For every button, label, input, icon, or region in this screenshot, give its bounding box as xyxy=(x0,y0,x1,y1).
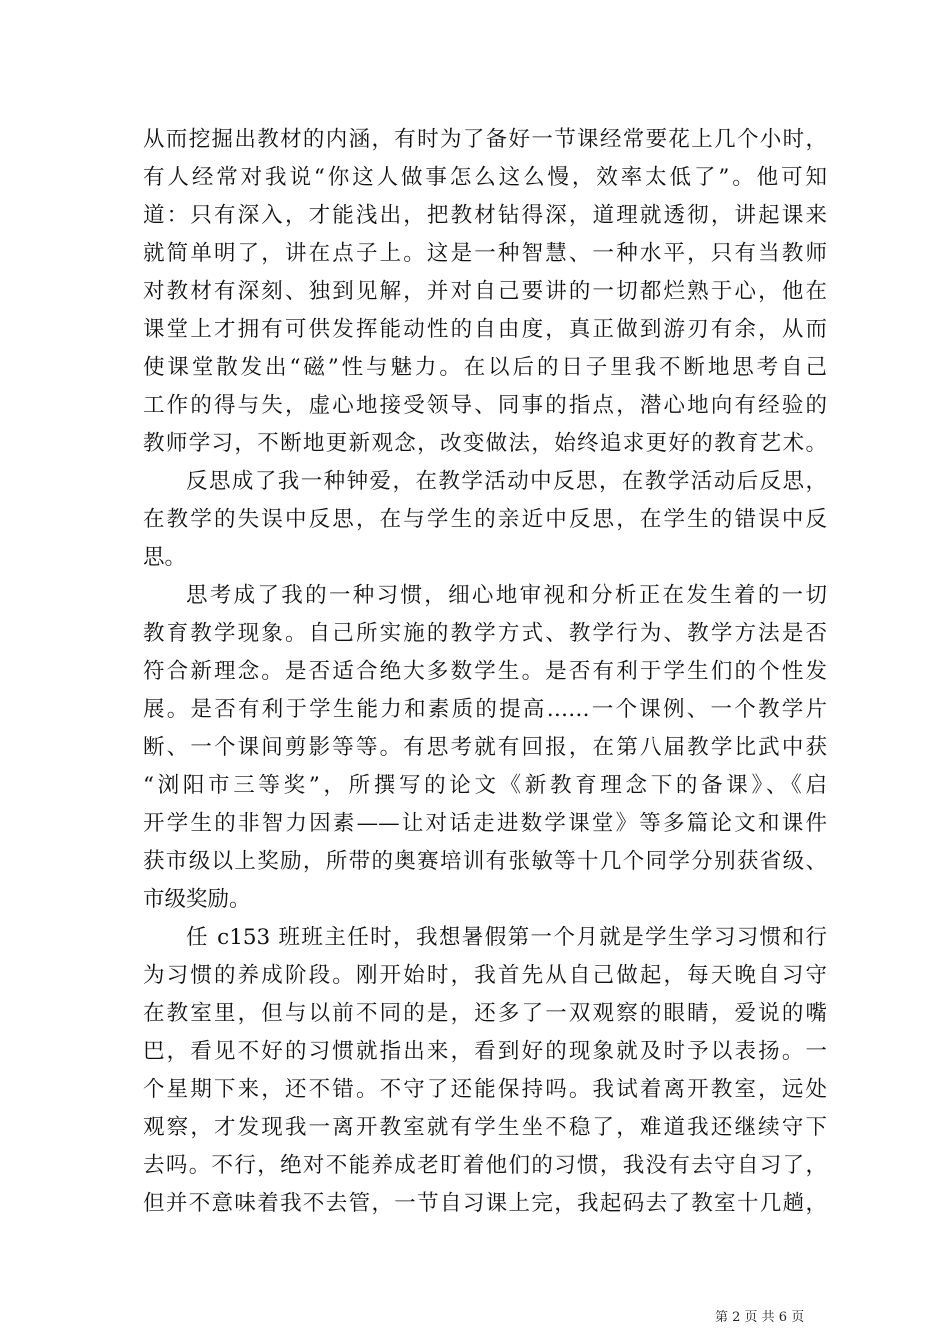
text-line: 在教室里，但与以前不同的是，还多了一双观察的眼睛，爱说的嘴 xyxy=(143,1001,827,1026)
text-line: 教师学习，不断地更新观念，改变做法，始终追求更好的教育艺术。 xyxy=(143,431,827,456)
text-line: 从而挖掘出教材的内涵，有时为了备好一节课经常要花上几个小时， xyxy=(143,127,827,152)
text-line: 教育教学现象。自己所实施的教学方式、教学行为、教学方法是否 xyxy=(143,621,827,646)
page-number-label: 第 2 页 共 6 页 xyxy=(715,1310,805,1325)
text-line: 断、一个课间剪影等等。有思考就有回报，在第八届教学比武中获 xyxy=(143,735,827,760)
text-line: 符合新理念。是否适合绝大多数学生。是否有利于学生们的个性发 xyxy=(143,659,827,684)
text-line: 去吗。不行，绝对不能养成老盯着他们的习惯，我没有去守自习了， xyxy=(143,1153,827,1178)
paragraph xyxy=(143,919,827,1223)
text-line: 但并不意味着我不去管，一节自习课上完，我起码去了教室十几趟， xyxy=(143,1191,827,1216)
paragraph xyxy=(143,121,827,463)
text-line: 开学生的非智力因素——让对话走进数学课堂》等多篇论文和课件 xyxy=(143,811,827,836)
text-line: 观察，才发现我一离开教室就有学生坐不稳了，难道我还继续守下 xyxy=(143,1115,827,1140)
text-line: 对教材有深刻、独到见解，并对自己要讲的一切都烂熟于心，他在 xyxy=(143,279,827,304)
text-line: 巴，看见不好的习惯就指出来，看到好的现象就及时予以表扬。一 xyxy=(143,1039,827,1064)
paragraph xyxy=(143,577,827,919)
text-line: 在教学的失误中反思，在与学生的亲近中反思，在学生的错误中反 xyxy=(143,507,827,532)
text-line: 获市级以上奖励，所带的奥赛培训有张敏等十几个同学分别获省级、 xyxy=(143,849,827,874)
text-line: 就简单明了，讲在点子上。这是一种智慧、一种水平，只有当教师 xyxy=(143,241,827,266)
document-body xyxy=(143,121,827,1223)
text-line: 个星期下来，还不错。不守了还能保持吗。我试着离开教室，远处 xyxy=(143,1077,827,1102)
text-line: 思。 xyxy=(143,545,187,570)
text-line: 市级奖励。 xyxy=(143,887,251,912)
text-line: 使课堂散发出“磁”性与魅力。在以后的日子里我不断地思考自己 xyxy=(143,355,827,380)
text-line: 思考成了我的一种习惯，细心地审视和分析正在发生着的一切 xyxy=(186,583,827,608)
paragraph xyxy=(143,463,827,577)
text-line: “浏阳市三等奖”，所撰写的论文《新教育理念下的备课》、《启 xyxy=(143,773,827,798)
text-line: 为习惯的养成阶段。刚开始时，我首先从自己做起，每天晚自习守 xyxy=(143,963,827,988)
text-line: 课堂上才拥有可供发挥能动性的自由度，真正做到游刃有余，从而 xyxy=(143,317,827,342)
text-line: 展。是否有利于学生能力和素质的提高……一个课例、一个教学片 xyxy=(143,697,827,722)
text-line: 任 c153 班班主任时，我想暑假第一个月就是学生学习习惯和行 xyxy=(186,925,827,950)
text-line: 反思成了我一种钟爱，在教学活动中反思，在教学活动后反思， xyxy=(186,469,827,494)
text-line: 工作的得与失，虚心地接受领导、同事的指点，潜心地向有经验的 xyxy=(143,393,827,418)
text-line: 有人经常对我说“你这人做事怎么这么慢，效率太低了”。他可知 xyxy=(143,165,827,190)
text-line: 道：只有深入，才能浅出，把教材钻得深，道理就透彻，讲起课来 xyxy=(143,203,827,228)
